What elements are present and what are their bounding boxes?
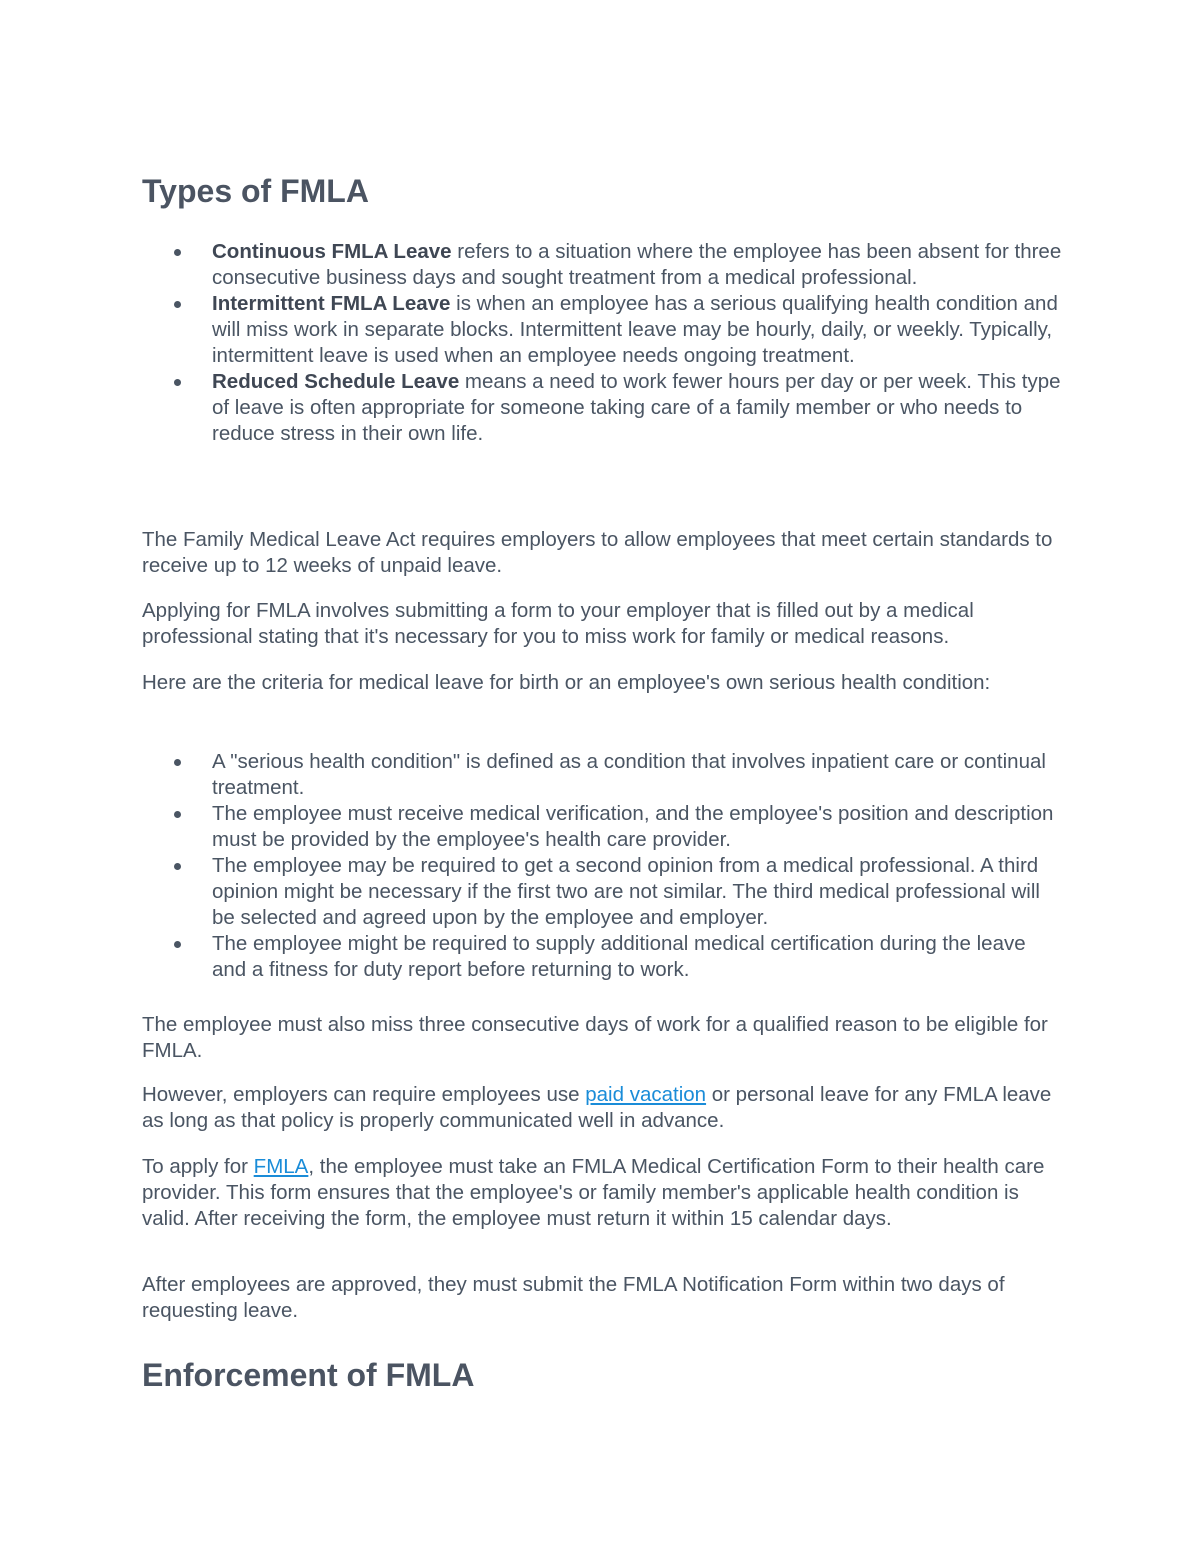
paragraph-miss-days: The employee must also miss three consecutive days of work for a qualified reason to be eligible for FMLA. xyxy=(142,1013,1048,1062)
list-item xyxy=(142,239,1062,291)
bullet-icon xyxy=(174,249,181,256)
criteria-text: The employee may be required to get a second opinion from a medical professional. A third opinion might be necessary if the first two are not similar. The third medical professional will be selected and agreed upon by the employee and employer. xyxy=(212,854,1040,929)
list-item xyxy=(142,369,1062,447)
bullet-icon xyxy=(174,759,181,766)
paragraph-text: However, employers can require employees use xyxy=(142,1083,586,1106)
criteria-text: A "serious health condition" is defined as a condition that involves inpatient care or continual treatment. xyxy=(212,750,1046,799)
paragraph-act: The Family Medical Leave Act requires employers to allow employees that meet certain standards to receive up to 12 weeks of unpaid leave. xyxy=(142,528,1053,577)
paragraph-text: , the employee must take an FMLA Medical Certification Form to their health care provider. This form ensures that the employee's or family member's applicable health condition is valid. After receiving the form, the employee must return it within 15 calendar days. xyxy=(142,1155,1045,1230)
term-description: is when an employee has a serious qualifying health condition and will miss work in separate blocks. Intermittent leave may be hourly, daily, or weekly. Typically, intermittent leave is used when an employee needs ongoing treatment. xyxy=(212,292,1058,367)
paragraph-text: To apply for xyxy=(142,1155,254,1178)
list-item xyxy=(142,749,1062,801)
list-item xyxy=(142,853,1062,931)
term-description: refers to a situation where the employee has been absent for three consecutive business days and sought treatment from a medical professional. xyxy=(212,240,1062,289)
paragraph-criteria-intro: Here are the criteria for medical leave for birth or an employee's own serious health condition: xyxy=(142,671,991,694)
paragraph-after-approved: After employees are approved, they must submit the FMLA Notification Form within two days of requesting leave. xyxy=(142,1273,1005,1322)
term-reduced-schedule: Reduced Schedule Leave xyxy=(212,370,460,393)
paragraph-text: or personal leave for any FMLA leave as long as that policy is properly communicated well in advance. xyxy=(142,1083,1052,1132)
criteria-text: The employee must receive medical verification, and the employee's position and description must be provided by the employee's health care provider. xyxy=(212,802,1054,851)
bullet-icon xyxy=(174,811,181,818)
paragraph-applying: Applying for FMLA involves submitting a form to your employer that is filled out by a medical professional stating that it's necessary for you to miss work for family or medical reasons. xyxy=(142,599,974,648)
bullet-icon xyxy=(174,941,181,948)
bullet-icon xyxy=(174,379,181,386)
list-item xyxy=(142,291,1062,369)
paid-vacation-link[interactable]: paid vacation xyxy=(585,1083,707,1106)
criteria-list xyxy=(142,749,1062,983)
heading-types-of-fmla: Types of FMLA xyxy=(142,173,369,209)
criteria-text: The employee might be required to supply additional medical certification during the leave and a fitness for duty report before returning to work. xyxy=(212,932,1026,981)
heading-enforcement-of-fmla: Enforcement of FMLA xyxy=(142,1357,475,1393)
list-item xyxy=(142,801,1062,853)
types-list xyxy=(142,239,1062,447)
list-item xyxy=(142,931,1062,983)
paragraph-however xyxy=(142,1082,1062,1134)
bullet-icon xyxy=(174,301,181,308)
fmla-link[interactable]: FMLA xyxy=(253,1155,309,1178)
bullet-icon xyxy=(174,863,181,870)
term-description: means a need to work fewer hours per day or per week. This type of leave is often appropriate for someone taking care of a family member or who needs to reduce stress in their own life. xyxy=(212,370,1061,445)
term-intermittent: Intermittent FMLA Leave xyxy=(212,292,451,315)
term-continuous: Continuous FMLA Leave xyxy=(212,240,452,263)
paragraph-to-apply xyxy=(142,1154,1062,1232)
